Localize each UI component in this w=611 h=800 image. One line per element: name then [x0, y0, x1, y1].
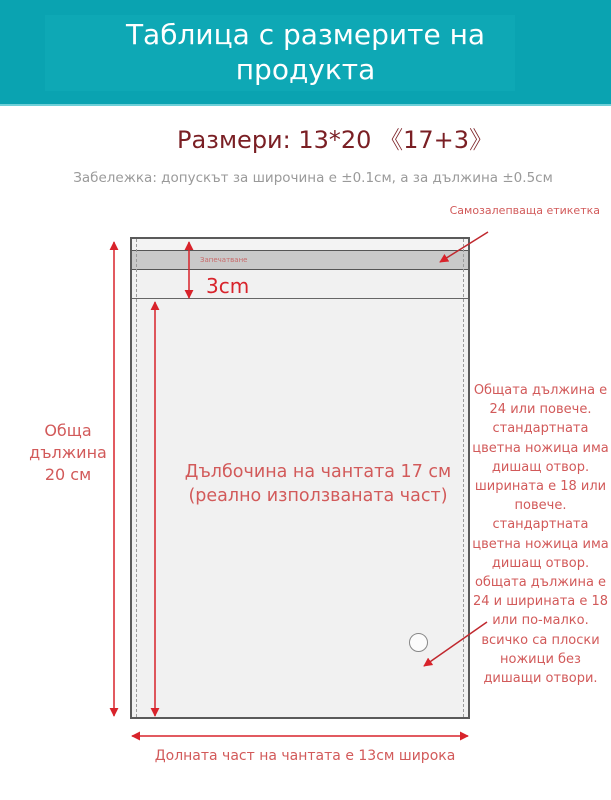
depth-line-2: (реално използваната част) — [188, 486, 448, 506]
size-heading: Размери: 13*20 《17+3》 — [177, 126, 493, 154]
hole-note: Общата дължина е 24 или повече. стандартната цветна ножица има дишащ отвор. ширината е 18 или повече. стандартната цветна ножица има дишащ отвор. общата дължина е 24 и ширината е 18 или по-малко. всичко са плоски ножици без дишащи отвори. — [472, 383, 609, 687]
title-line-1: Таблица с размерите на — [125, 18, 486, 51]
tolerance-note: Забележка: допускът за широчина е ±0.1см, а за дължина ±0.5см — [73, 170, 553, 186]
adhesive-label: Запечатване — [200, 256, 248, 264]
total-length-line-3: 20 см — [44, 465, 92, 484]
total-length-line-1: Обща — [44, 421, 92, 440]
title-line-2: продукта — [235, 53, 376, 86]
total-length-line-2: дължина — [29, 443, 107, 462]
sticker-label: Самозалепваща етикетка — [449, 204, 600, 217]
total-length-label — [28, 420, 108, 486]
bottom-width-label: Долната част на чантата е 13см широка — [154, 748, 456, 764]
sticker-pointer-arrow — [440, 232, 488, 262]
depth-line-1: Дълбочина на чантата 17 см — [184, 462, 452, 482]
flap-height-label: 3cm — [206, 274, 250, 298]
depth-label — [168, 460, 468, 508]
